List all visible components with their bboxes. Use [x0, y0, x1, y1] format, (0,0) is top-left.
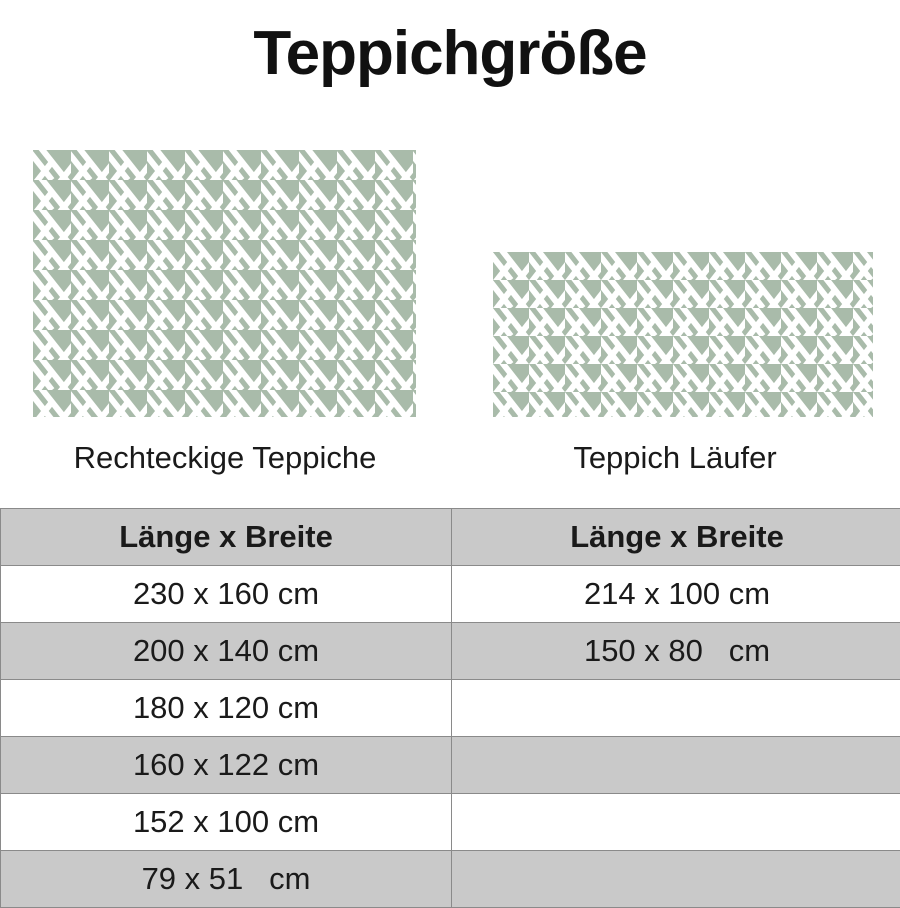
chevron-pattern-icon [33, 150, 416, 417]
header-cell-right: Länge x Breite [452, 509, 900, 566]
size-cell-rect: 230 x 160 cm [1, 566, 452, 623]
table-row [1, 737, 900, 794]
table-row [1, 680, 900, 737]
size-cell-rect: 180 x 120 cm [1, 680, 452, 737]
runner-rug-illustration [493, 252, 873, 417]
rectangular-rug-illustration [33, 150, 416, 417]
size-cell-runner [452, 680, 900, 737]
table-row [1, 566, 900, 623]
size-cell-rect: 152 x 100 cm [1, 794, 452, 851]
header-cell-left: Länge x Breite [1, 509, 452, 566]
size-cell-runner [452, 851, 900, 908]
runner-rug-caption: Teppich Läufer [450, 440, 900, 476]
size-cell-runner: 214 x 100 cm [452, 566, 900, 623]
sizes-table [0, 508, 900, 908]
size-cell-runner [452, 737, 900, 794]
page-title: Teppichgröße [0, 18, 900, 89]
table-row [1, 794, 900, 851]
size-cell-runner [452, 794, 900, 851]
table-row [1, 851, 900, 908]
size-cell-rect: 160 x 122 cm [1, 737, 452, 794]
size-cell-rect: 200 x 140 cm [1, 623, 452, 680]
rectangular-rug-caption: Rechteckige Teppiche [0, 440, 450, 476]
table-header-row [1, 509, 900, 566]
chevron-pattern-icon [493, 252, 873, 417]
size-cell-runner: 150 x 80 cm [452, 623, 900, 680]
size-cell-rect: 79 x 51 cm [1, 851, 452, 908]
table-row [1, 623, 900, 680]
